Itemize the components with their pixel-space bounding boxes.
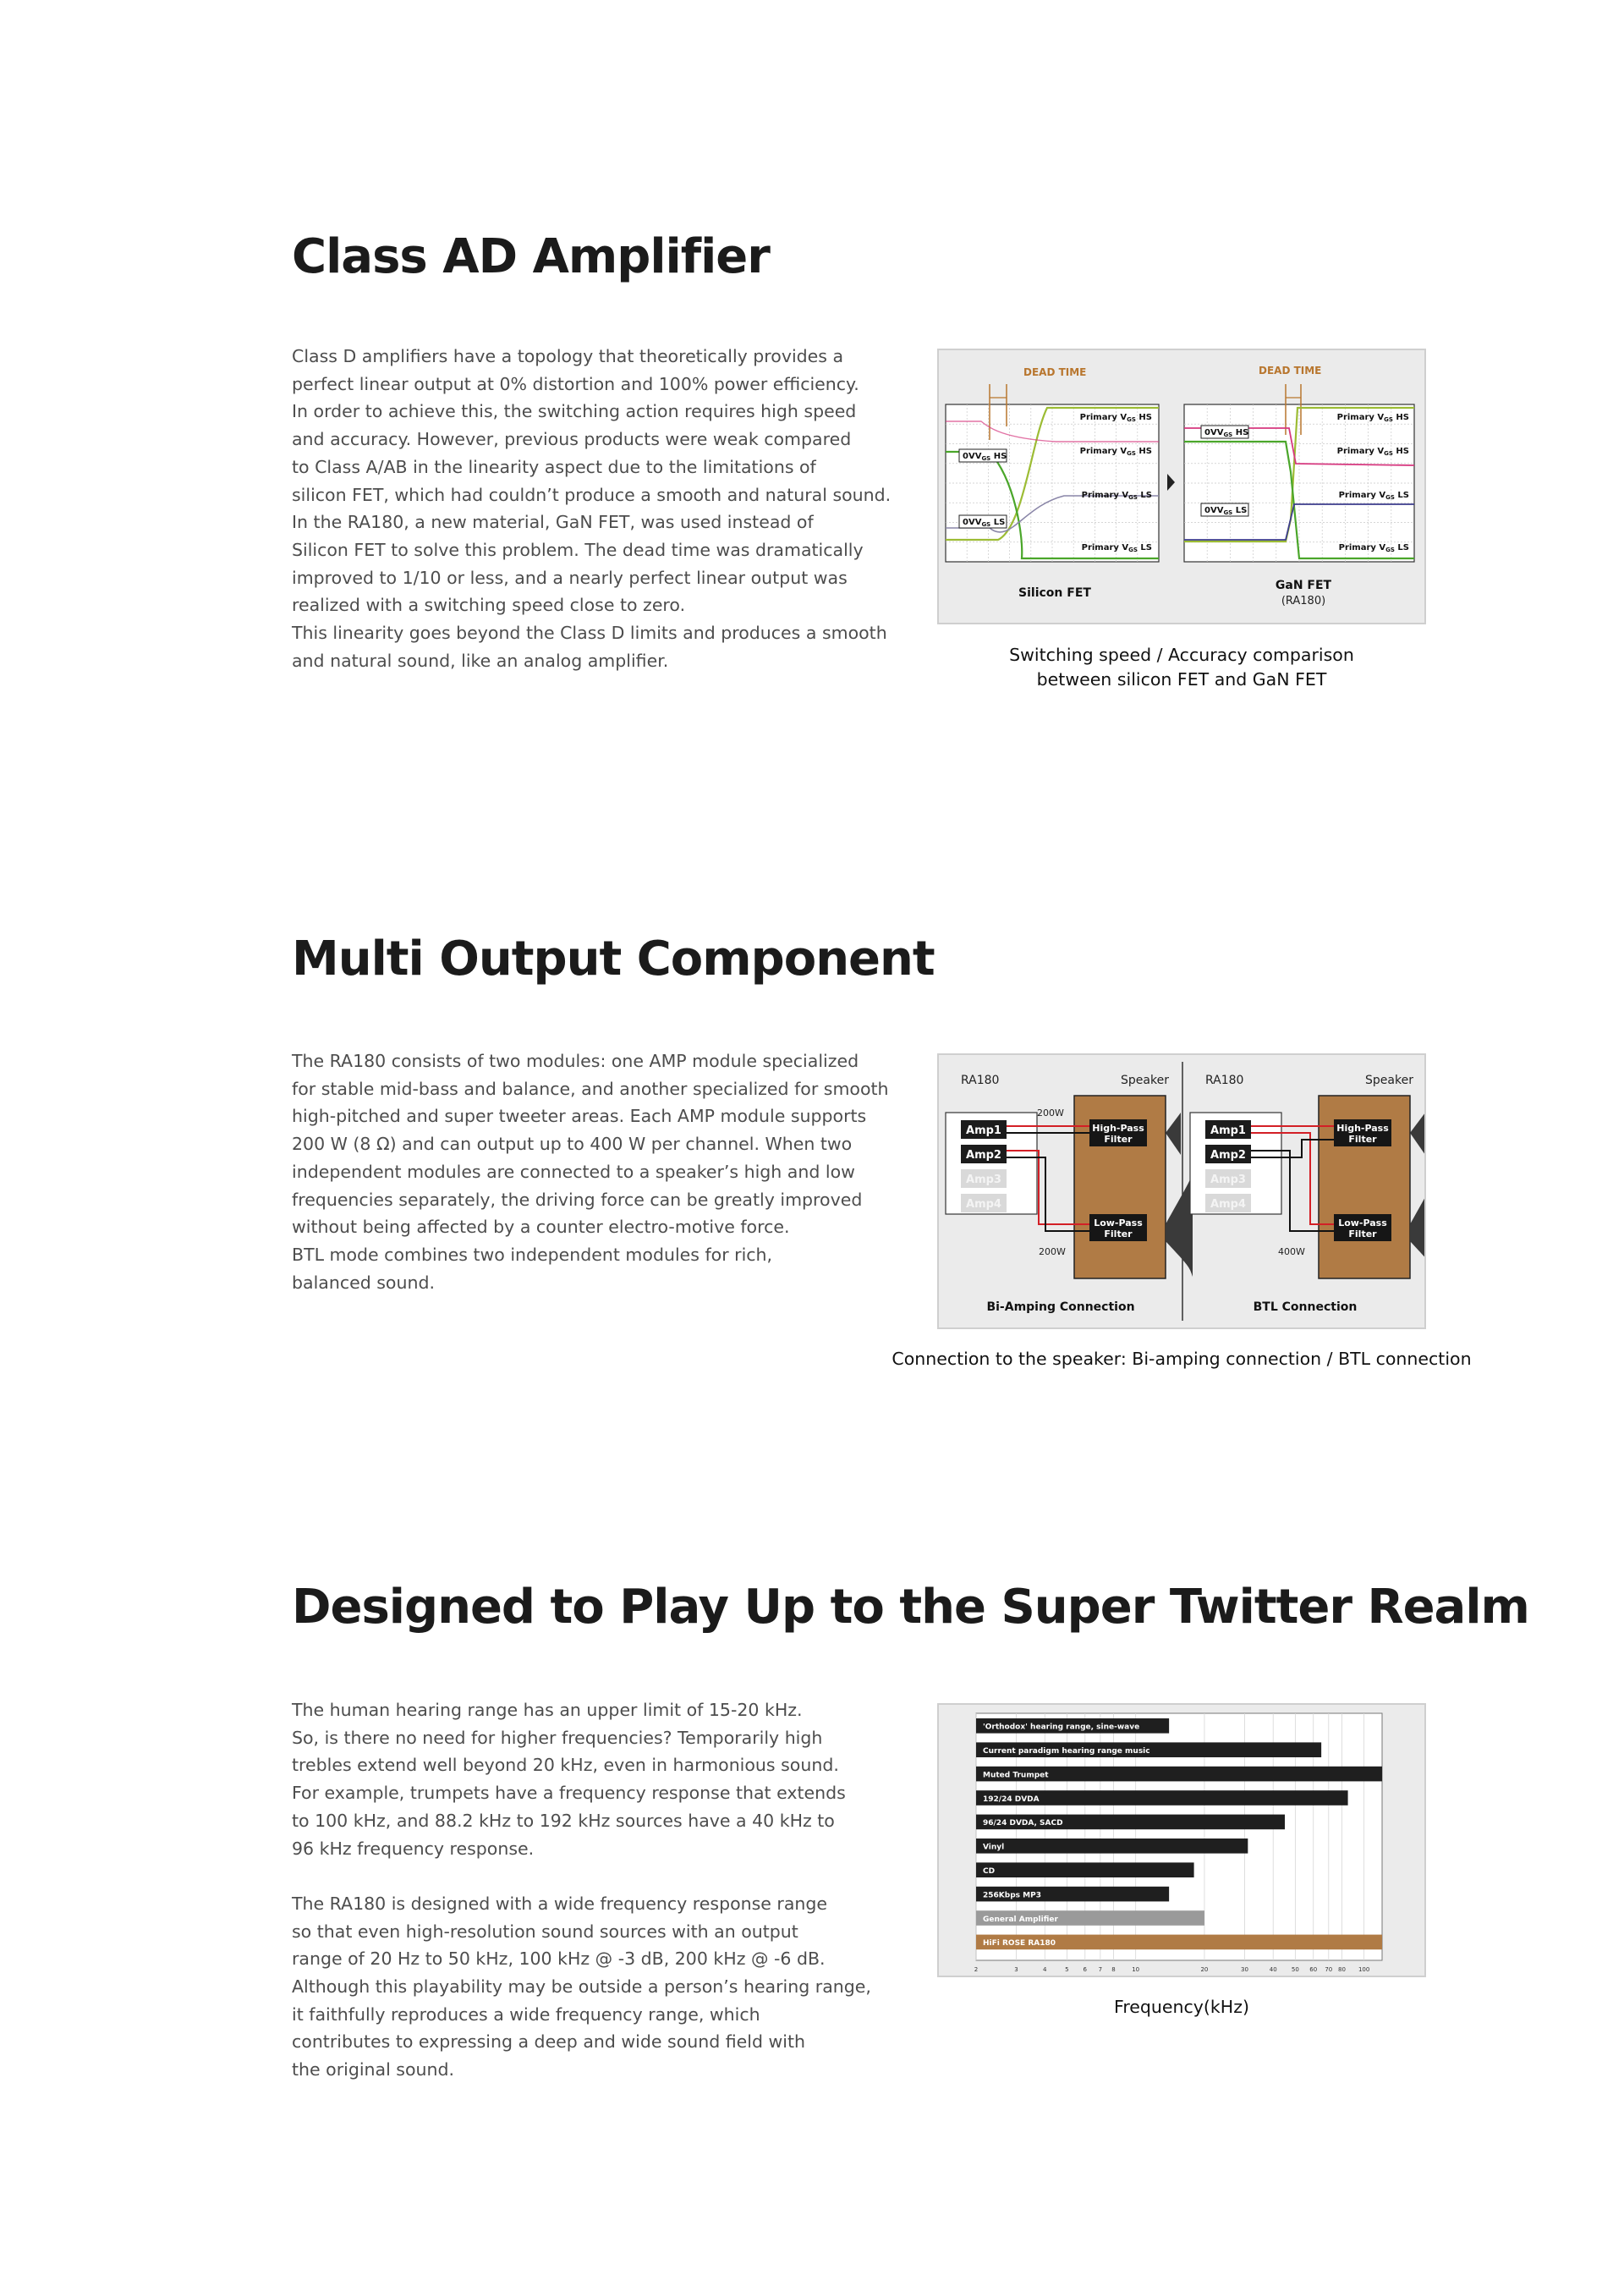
high-pass-filter-label: High-Pass: [1092, 1123, 1144, 1134]
text-line: to Class A/AB in the linearity aspect due to the limitations of: [292, 456, 816, 477]
woofer-driver: [1166, 1173, 1193, 1277]
high-pass-filter-label: Filter: [1104, 1134, 1133, 1145]
x-tick-label: 60: [1309, 1966, 1318, 1973]
frequency-chart-figure: [937, 1703, 1426, 1977]
text-line: for stable mid-bass and balance, and another specialized for smooth: [292, 1078, 889, 1099]
bar-label: CD: [983, 1867, 996, 1877]
silicon-scope-panel: [946, 384, 1159, 562]
tweeter-driver: [1410, 1113, 1424, 1155]
x-tick-label: 3: [1014, 1966, 1018, 1973]
chart-bar: [976, 1862, 1194, 1877]
bar-label: Vinyl: [983, 1843, 1005, 1852]
dead-time-label-left: DEAD TIME: [1023, 366, 1087, 378]
gan-scope-panel: [1184, 384, 1414, 562]
text-line: Silicon FET to solve this problem. The dead time was dramatically: [292, 539, 864, 560]
zero-level-label: $0VV_{GS}$ HS: [1204, 428, 1249, 438]
x-tick-label: 7: [1098, 1966, 1103, 1973]
section-title-class-ad: Class AD Amplifier: [292, 229, 770, 284]
amp-label: Amp1: [1210, 1124, 1246, 1137]
connection-title: Bi-Amping Connection: [986, 1300, 1135, 1314]
text-line: In order to achieve this, the switching action requires high speed: [292, 401, 857, 422]
bar-label: 'Orthodox' hearing range, sine-wave: [983, 1723, 1140, 1732]
text-line: In the RA180, a new material, GaN FET, was used instead of: [292, 512, 814, 533]
frequency-range-chart: [939, 1705, 1424, 1976]
bar-label: 256Kbps MP3: [983, 1891, 1041, 1900]
bar-label: Muted Trumpet: [983, 1771, 1049, 1780]
bar-label: 192/24 DVDA: [983, 1795, 1040, 1804]
class-ad-paragraph: [292, 343, 892, 674]
x-tick-label: 80: [1338, 1966, 1346, 1973]
section-title-multi-output: Multi Output Component: [292, 932, 935, 987]
x-tick-label: 10: [1132, 1966, 1140, 1973]
section-title-super-tweeter: Designed to Play Up to the Super Twitter Realm: [292, 1580, 1529, 1635]
amp-label: Amp1: [966, 1124, 1001, 1137]
text-line: range of 20 Hz to 50 kHz, 100 kHz @ -3 dB, 200 kHz @ -6 dB.: [292, 1948, 826, 1970]
power-label-bottom: 400W: [1278, 1246, 1305, 1257]
dead-time-label-right: DEAD TIME: [1259, 365, 1322, 377]
x-tick-label: 6: [1083, 1966, 1088, 1973]
text-line: For example, trumpets have a frequency response that extends: [292, 1783, 846, 1804]
connection-caption: [880, 1347, 1484, 1371]
text-line: balanced sound.: [292, 1272, 435, 1293]
text-line: The RA180 consists of two modules: one AMP module specialized: [292, 1051, 859, 1071]
trace-label: Primary $V_{GS}$ LS: [1338, 543, 1409, 553]
super-tweeter-paragraph: [292, 1696, 892, 2084]
text-line: Connection to the speaker: Bi-amping connection / BTL connection: [892, 1349, 1472, 1369]
text-line: The RA180 is designed with a wide frequency response range: [292, 1893, 828, 1914]
text-line: so that even high-resolution sound sources with an output: [292, 1921, 798, 1942]
power-label-top: 200W: [1037, 1108, 1064, 1119]
btl-panel: [1190, 1074, 1424, 1314]
zero-level-label: $0VV_{GS}$ LS: [963, 518, 1006, 528]
text-line: BTL mode combines two independent modules for rich,: [292, 1244, 773, 1265]
frequency-axis-label: Frequency(kHz): [1114, 1997, 1249, 2017]
x-tick-label: 70: [1325, 1966, 1333, 1973]
gan-fet-label: GaN FET: [1275, 579, 1332, 592]
x-tick-label: 30: [1241, 1966, 1248, 1973]
text-line: Switching speed / Accuracy comparison: [1009, 645, 1354, 665]
chart-bar: [976, 1839, 1248, 1854]
device-label: RA180: [961, 1074, 1000, 1087]
text-line: frequencies separately, the driving force can be greatly improved: [292, 1189, 863, 1210]
speaker-label: Speaker: [1121, 1074, 1169, 1087]
high-pass-filter-label: High-Pass: [1336, 1123, 1389, 1134]
trace-label: Primary $V_{GS}$ LS: [1338, 491, 1409, 501]
text-line: without being affected by a counter electro-motive force.: [292, 1217, 790, 1238]
bar-label: HiFi ROSE RA180: [983, 1939, 1056, 1948]
x-tick-label: 50: [1291, 1966, 1299, 1973]
scope-caption: [937, 643, 1426, 692]
text-line: perfect linear output at 0% distortion and 100% power efficiency.: [292, 373, 859, 394]
speaker-label: Speaker: [1365, 1074, 1413, 1087]
text-line: and natural sound, like an analog amplifier.: [292, 650, 669, 671]
bar-label: Current paradigm hearing range music: [983, 1747, 1150, 1756]
trace-label: Primary $V_{GS}$ HS: [1079, 447, 1152, 457]
speaker-connection-figure: [937, 1053, 1426, 1329]
text-line: Class D amplifiers have a topology that theoretically provides a: [292, 346, 844, 366]
x-tick-label: 4: [1043, 1966, 1047, 1973]
text-line: 200 W (8 Ω) and can output up to 400 W per channel. When two: [292, 1134, 853, 1155]
bar-label: General Amplifier: [983, 1915, 1058, 1924]
woofer-driver: [1410, 1173, 1424, 1277]
text-line: contributes to expressing a deep and wide sound field with: [292, 2031, 805, 2053]
amp-label: Amp2: [1210, 1149, 1246, 1162]
x-tick-label: 40: [1269, 1966, 1277, 1973]
text-line: between silicon FET and GaN FET: [1036, 669, 1327, 690]
x-tick-label: 20: [1200, 1966, 1209, 1973]
amp-label: Amp3: [1210, 1173, 1246, 1186]
low-pass-filter-label: Low-Pass: [1094, 1217, 1143, 1228]
text-line: 96 kHz frequency response.: [292, 1838, 535, 1859]
text-line: The human hearing range has an upper limit of 15-20 kHz.: [292, 1700, 803, 1720]
trace-label: Primary $V_{GS}$ LS: [1081, 543, 1152, 553]
connection-title: BTL Connection: [1253, 1300, 1358, 1314]
x-tick-label: 2: [974, 1966, 979, 1973]
text-line: Although this playability may be outside a person’s hearing range,: [292, 1976, 871, 1998]
text-line: realized with a switching speed close to zero.: [292, 595, 686, 616]
text-line: and accuracy. However, previous products were weak compared: [292, 429, 852, 450]
bar-label: 96/24 DVDA, SACD: [983, 1819, 1063, 1828]
x-tick-label: 5: [1065, 1966, 1069, 1973]
device-label: RA180: [1205, 1074, 1244, 1087]
paragraph-gap: [292, 1862, 892, 1890]
scope-comparison-diagram: [939, 350, 1424, 623]
text-line: trebles extend well beyond 20 kHz, even in harmonious sound.: [292, 1755, 839, 1776]
text-line: So, is there no need for higher frequencies? Temporarily high: [292, 1727, 823, 1748]
panel-arrow: [1167, 474, 1175, 491]
bi-amping-panel: [946, 1074, 1193, 1314]
zero-level-label: $0VV_{GS}$ LS: [1204, 506, 1248, 516]
high-pass-filter-label: Filter: [1348, 1134, 1377, 1145]
power-label-bottom: 200W: [1039, 1246, 1066, 1257]
switching-scope-figure: [937, 349, 1426, 624]
tweeter-driver: [1166, 1113, 1181, 1155]
silicon-fet-label: Silicon FET: [1018, 586, 1091, 600]
x-tick-label: 8: [1111, 1966, 1116, 1973]
x-tick-label: 100: [1358, 1966, 1370, 1973]
trace-label: Primary $V_{GS}$ LS: [1081, 491, 1152, 501]
text-line: silicon FET, which had couldn’t produce a smooth and natural sound.: [292, 484, 892, 505]
zero-level-label: $0VV_{GS}$ HS: [963, 452, 1007, 462]
text-line: the original sound.: [292, 2059, 455, 2080]
trace-label: Primary $V_{GS}$ HS: [1336, 413, 1409, 423]
text-line: independent modules are connected to a speaker’s high and low: [292, 1161, 855, 1182]
low-pass-filter-label: Filter: [1104, 1228, 1133, 1239]
frequency-axis-caption: [937, 1995, 1426, 2020]
text-line: improved to 1/10 or less, and a nearly perfect linear output was: [292, 567, 848, 588]
trace-label: Primary $V_{GS}$ HS: [1336, 447, 1409, 457]
amp-label: Amp4: [966, 1198, 1001, 1211]
text-line: This linearity goes beyond the Class D limits and produces a smooth: [292, 623, 887, 644]
text-line: high-pitched and super tweeter areas. Each AMP module supports: [292, 1106, 867, 1127]
multi-output-paragraph: [292, 1047, 892, 1296]
gan-fet-sublabel: (RA180): [1281, 595, 1326, 607]
low-pass-filter-label: Filter: [1348, 1228, 1377, 1239]
speaker-connection-diagram: [939, 1055, 1424, 1327]
trace-label: Primary $V_{GS}$ HS: [1079, 413, 1152, 423]
amp-label: Amp3: [966, 1173, 1001, 1186]
low-pass-filter-label: Low-Pass: [1338, 1217, 1387, 1228]
amp-label: Amp4: [1210, 1198, 1246, 1211]
amp-label: Amp2: [966, 1149, 1001, 1162]
text-line: it faithfully reproduces a wide frequency range, which: [292, 2003, 760, 2025]
text-line: to 100 kHz, and 88.2 kHz to 192 kHz sources have a 40 kHz to: [292, 1810, 835, 1831]
